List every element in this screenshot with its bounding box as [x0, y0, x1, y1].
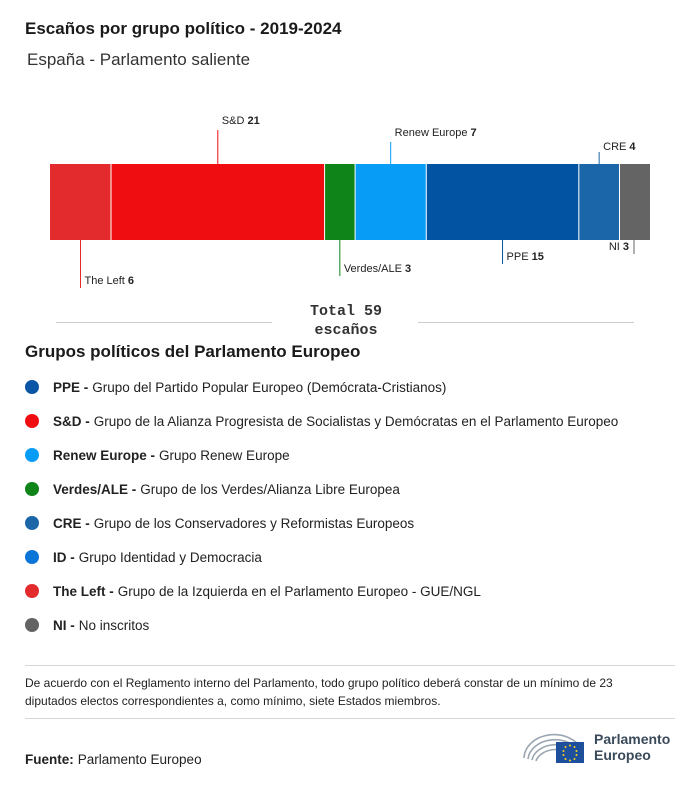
legend-dot — [25, 414, 39, 428]
segment-label-value: 6 — [127, 275, 135, 287]
legend-item-sd — [25, 404, 618, 438]
legend-dot — [25, 516, 39, 530]
footnote-divider-top — [25, 665, 675, 666]
legend-abbr: S&D - — [53, 413, 90, 429]
legend-title: Grupos políticos del Parlamento Europeo — [25, 342, 361, 361]
legend-desc: No inscritos — [78, 617, 150, 633]
legend-abbr: Verdes/ALE - — [53, 481, 137, 497]
legend-dot — [25, 584, 39, 598]
bar-segment-cre — [579, 164, 620, 240]
european-parliament-logo-icon — [520, 728, 586, 766]
legend-desc: Grupo de los Conservadores y Reformistas Europeos — [93, 515, 415, 531]
legend-abbr: CRE - — [53, 515, 90, 531]
legend-item-renew — [25, 438, 618, 472]
european-parliament-logo — [520, 728, 670, 766]
bar-segment-renew-europe — [355, 164, 426, 240]
segment-label-renew-europe — [395, 127, 477, 139]
legend-item-verdes — [25, 472, 618, 506]
segment-label-value: 4 — [629, 141, 636, 153]
segment-label-value: 21 — [247, 115, 260, 127]
legend-item-the-left — [25, 574, 618, 608]
legend-desc: Grupo de la Alianza Progresista de Socialistas y Demócratas en el Parlamento Europeo — [93, 413, 619, 429]
legend-dot — [25, 380, 39, 394]
logo-text-line2: Europeo — [594, 747, 651, 763]
legend-abbr: Renew Europe - — [53, 447, 156, 463]
legend-item-ppe — [25, 370, 618, 404]
segment-label-verdes-ale — [344, 263, 411, 275]
segment-label-value: 7 — [470, 127, 477, 139]
legend-abbr: NI - — [53, 617, 75, 633]
legend-desc: Grupo de los Verdes/Alianza Libre Europea — [140, 481, 400, 497]
segment-label-name: Renew Europe — [394, 127, 471, 139]
segment-label-name: The Left — [84, 275, 128, 287]
page-subtitle: España - Parlamento saliente — [27, 50, 251, 69]
segment-label-name: NI — [608, 241, 623, 253]
legend-abbr: PPE - — [53, 379, 89, 395]
segment-label-value: 15 — [531, 251, 544, 263]
bar-segment-the-left — [50, 164, 111, 240]
footnote: De acuerdo con el Reglamento interno del Parlamento, todo grupo político deberá constar de un mínimo de 23 diputados electos correspondientes a, como mínimo, siete Estados miembros. — [25, 676, 613, 708]
legend-abbr: The Left - — [53, 583, 114, 599]
legend-desc: Grupo del Partido Popular Europeo (Demócrata-Cristianos) — [92, 379, 447, 395]
total-divider-left — [56, 322, 272, 323]
total-value: Total 59 — [309, 303, 382, 320]
segment-label-cre — [603, 141, 636, 153]
source-value: Parlamento Europeo — [77, 752, 202, 767]
page-title: Escaños por grupo político - 2019-2024 — [25, 19, 342, 38]
footnote-divider-bottom — [25, 718, 675, 719]
legend-dot — [25, 482, 39, 496]
segment-label-name: Verdes/ALE — [343, 263, 405, 275]
bar-segment-ni — [619, 164, 650, 240]
bar-segment-verdes-ale — [325, 164, 356, 240]
legend-item-cre — [25, 506, 618, 540]
legend-dot — [25, 448, 39, 462]
legend-dot — [25, 618, 39, 632]
total-unit: escaños — [314, 322, 378, 339]
total-label — [274, 302, 418, 340]
legend-item-ni — [25, 608, 618, 642]
segment-label-sd — [222, 115, 260, 127]
segment-label-name: CRE — [603, 141, 630, 153]
stacked-bar-chart — [0, 110, 700, 295]
total-divider-right — [418, 322, 634, 323]
bar-segment-ppe — [426, 164, 579, 240]
segment-label-the-left — [85, 275, 135, 287]
source-credit — [25, 752, 202, 767]
legend-abbr: ID - — [53, 549, 75, 565]
legend-dot — [25, 550, 39, 564]
legend-list — [25, 370, 618, 642]
legend-item-id — [25, 540, 618, 574]
legend-desc: Grupo Identidad y Democracia — [78, 549, 262, 565]
segment-label-name: PPE — [506, 251, 532, 263]
bar-segment-sd — [111, 164, 325, 240]
logo-text-line1: Parlamento — [594, 731, 671, 747]
legend-desc: Grupo de la Izquierda en el Parlamento Europeo - GUE/NGL — [117, 583, 481, 599]
source-label: Fuente: — [25, 752, 74, 767]
legend-desc: Grupo Renew Europe — [159, 447, 290, 463]
segment-label-value: 3 — [622, 241, 629, 253]
segment-label-value: 3 — [404, 263, 412, 275]
segment-label-name: S&D — [221, 115, 248, 127]
segment-label-ppe — [507, 251, 544, 263]
segment-label-ni — [609, 241, 629, 253]
